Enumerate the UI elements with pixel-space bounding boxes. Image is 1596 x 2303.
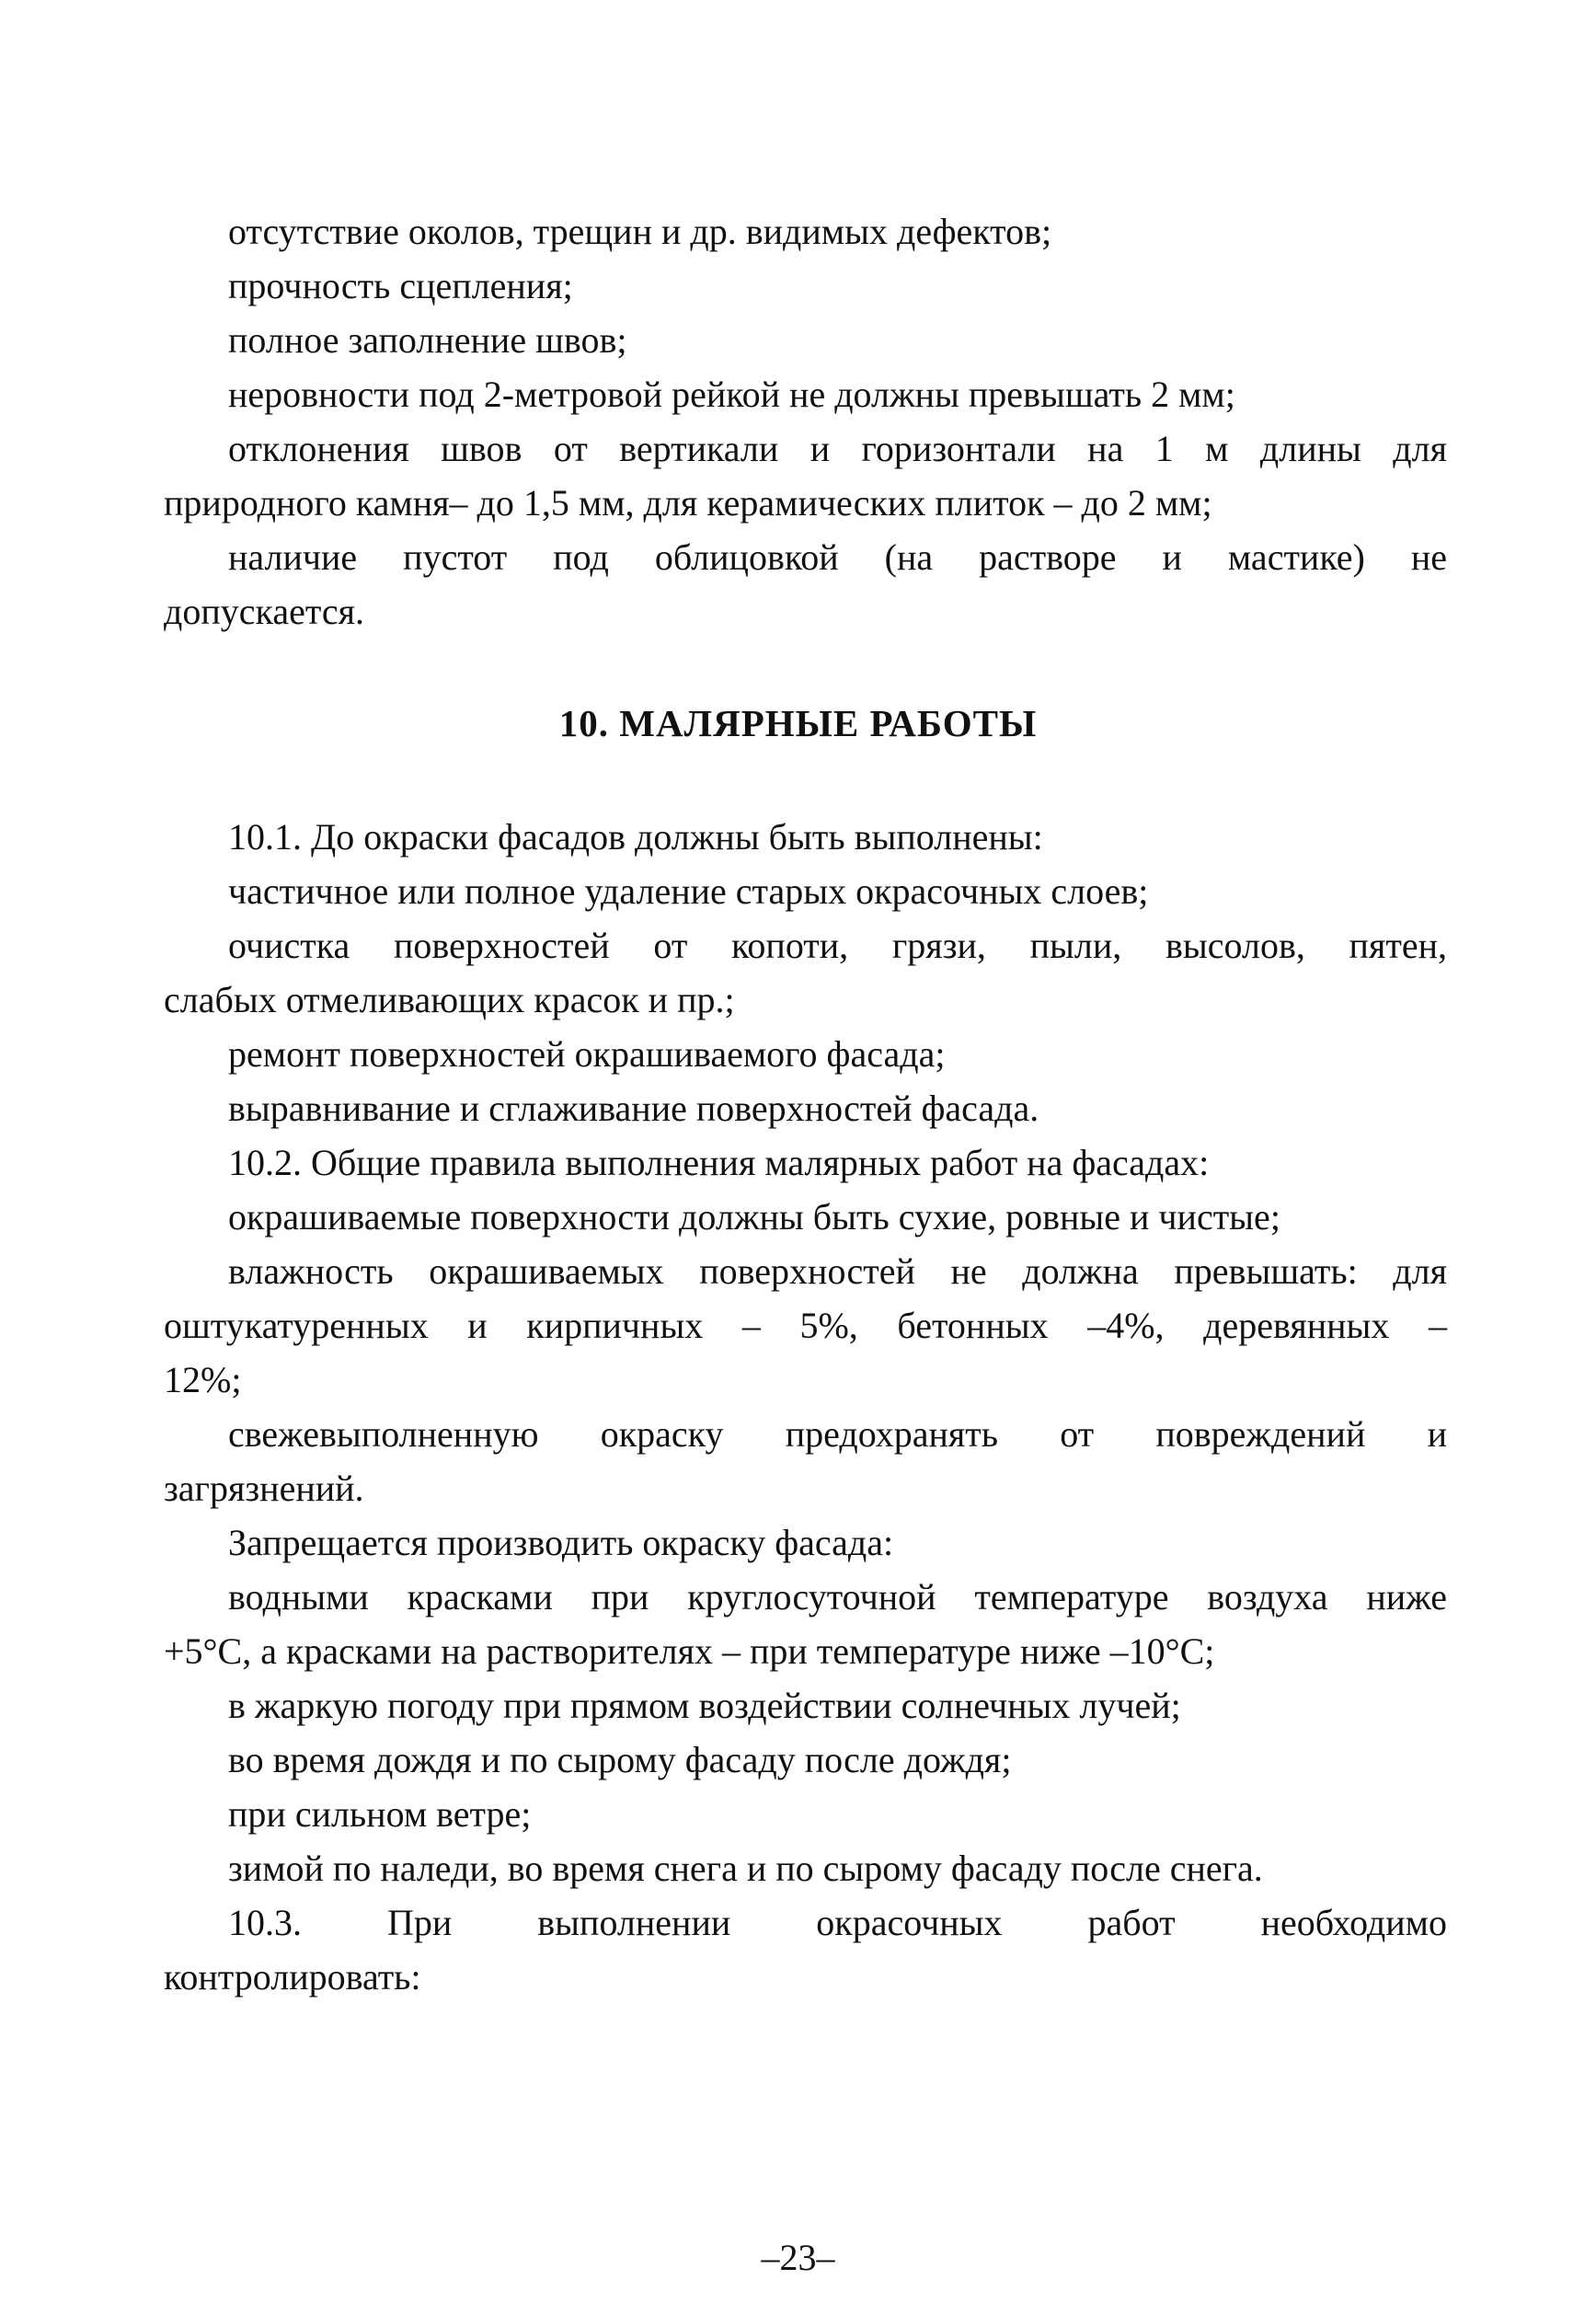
paragraph-10-2-title: 10.2. Общие правила выполнения малярных работ на фасадах: (228, 1142, 1210, 1183)
voids-line-1: наличие пустот под облицовкой (на растворе и мастике) не (228, 536, 1447, 578)
list-item: ремонт поверхностей окрашиваемого фасада; (228, 1033, 946, 1075)
voids-line-2: допускается. (164, 591, 364, 632)
list-item: неровности под 2-метровой рейкой не должны превышать 2 мм; (228, 374, 1235, 415)
forbidden-line-2: +5°С, а красками на растворителях – при температуре ниже –10°С; (164, 1630, 1215, 1672)
moisture-line-1: влажность окрашиваемых поверхностей не должна превышать: для (228, 1250, 1447, 1292)
deviation-line-1: отклонения швов от вертикали и горизонтали на 1 м длины для (228, 428, 1447, 469)
paragraph-10-1-title: 10.1. До окраски фасадов должны быть выполнены: (228, 816, 1043, 858)
list-item: очистка поверхностей от копоти, грязи, пыли, высолов, пятен, (228, 925, 1447, 966)
list-item: во время дождя и по сырому фасаду после дождя; (228, 1739, 1012, 1780)
moisture-line-3: 12%; (164, 1359, 242, 1400)
paragraph-10-3-line-2: контролировать: (164, 1956, 421, 1998)
list-item: при сильном ветре; (228, 1793, 532, 1835)
top-list (164, 204, 1447, 639)
page-number: –23– (761, 2237, 835, 2278)
section-body (164, 810, 1447, 2004)
list-item: полное заполнение швов; (228, 319, 627, 361)
forbidden-title: Запрещается производить окраску фасада: (228, 1522, 894, 1563)
list-item: прочность сцепления; (228, 265, 573, 306)
moisture-line-2: оштукатуренных и кирпичных – 5%, бетонных –4%, деревянных – (164, 1305, 1447, 1346)
forbidden-line-1: водными красками при круглосуточной температуре воздуха ниже (228, 1576, 1447, 1618)
list-item: в жаркую погоду при прямом воздействии солнечных лучей; (228, 1685, 1181, 1726)
fresh-paint-line-1: свежевыполненную окраску предохранять от повреждений и (228, 1413, 1447, 1455)
list-item: выравнивание и сглаживание поверхностей фасада. (228, 1088, 1039, 1129)
deviation-line-2: природного камня– до 1,5 мм, для керамических плиток – до 2 мм; (164, 482, 1212, 524)
list-item: зимой по наледи, во время снега и по сырому фасаду после снега. (228, 1848, 1263, 1889)
list-item-continuation: слабых отмеливающих красок и пр.; (164, 979, 735, 1020)
fresh-paint-line-2: загрязнений. (164, 1468, 364, 1509)
paragraph-10-3-line-1: 10.3. При выполнении окрасочных работ необходимо (228, 1902, 1447, 1943)
list-item: отсутствие околов, трещин и др. видимых дефектов; (228, 211, 1052, 252)
list-item: частичное или полное удаление старых окрасочных слоев; (228, 870, 1149, 912)
section-heading: 10. МАЛЯРНЫЕ РАБОТЫ (558, 702, 1038, 744)
list-item: окрашиваемые поверхности должны быть сухие, ровные и чистые; (228, 1196, 1280, 1238)
